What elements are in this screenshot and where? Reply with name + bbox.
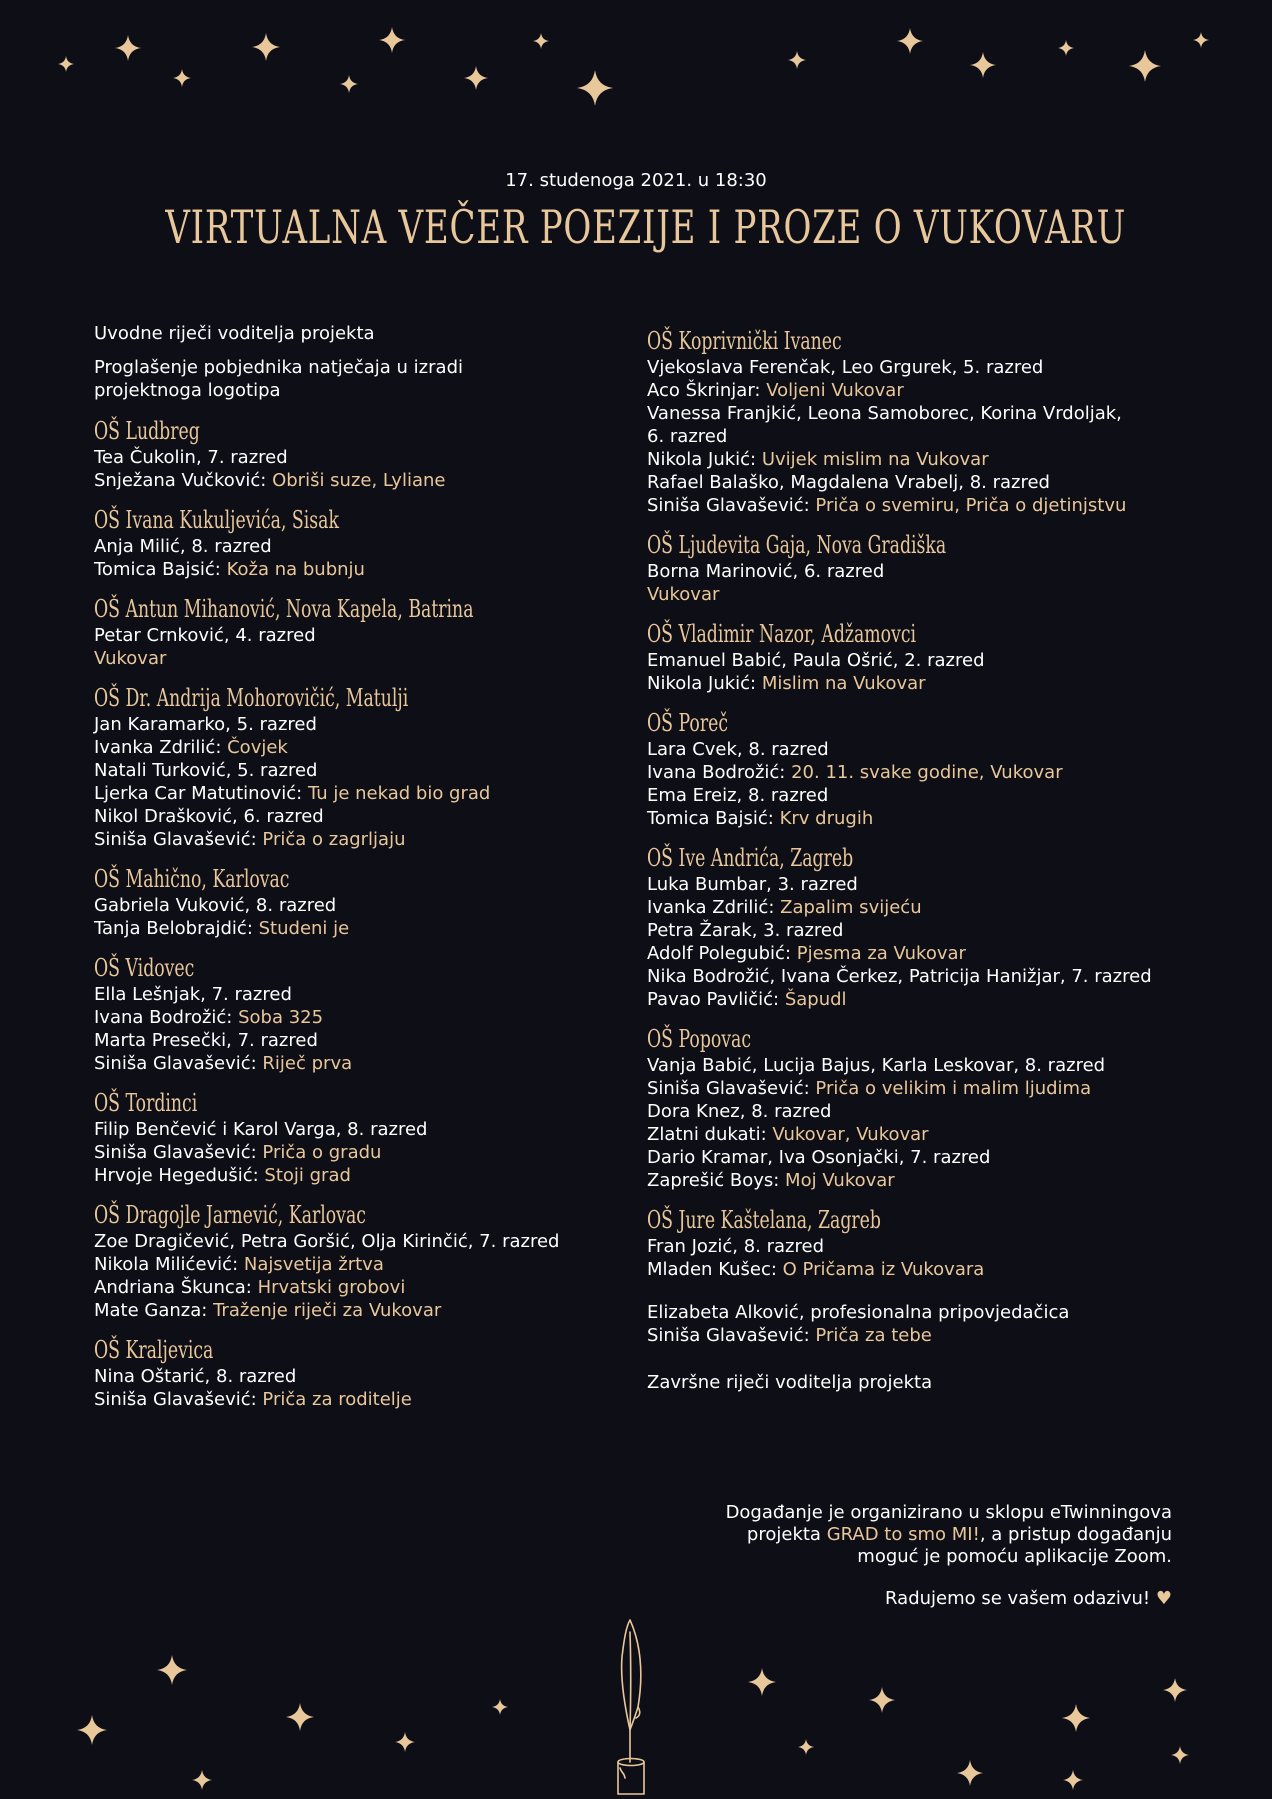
work-title: Stoji grad [264, 1165, 351, 1186]
work-title: Voljeni Vukovar [766, 380, 904, 401]
program-line [94, 1141, 654, 1164]
program-line [647, 919, 1207, 942]
sparkle-icon [286, 1703, 314, 1731]
program-line [647, 1054, 1207, 1077]
program-line [647, 560, 1207, 583]
performer-author: Ivana Bodrožić: [647, 762, 792, 783]
program-line [647, 471, 1207, 494]
performer-author: Siniša Glavašević: [94, 1053, 263, 1074]
sparkle-icon [577, 70, 613, 106]
work-title: O Pričama iz Vukovara [782, 1259, 985, 1280]
sparkle-icon [1193, 32, 1209, 48]
school-name: OŠ Popovac [647, 1025, 752, 1053]
performer-author: Ema Ereiz, 8. razred [647, 785, 829, 806]
school-name: OŠ Ljudevita Gaja, Nova Gradiška [647, 531, 947, 559]
performer-author: Gabriela Vuković, 8. razred [94, 895, 337, 916]
school-name: OŠ Koprivnički Ivanec [647, 327, 842, 355]
program-line [94, 1052, 654, 1075]
program-line [647, 1077, 1207, 1100]
event-note-line3: moguć je pomoću aplikacije Zoom. [857, 1546, 1172, 1567]
school-name: OŠ Vidovec [94, 954, 195, 982]
program-line [94, 805, 654, 828]
school-name: OŠ Dr. Andrija Mohorovičić, Matulji [94, 684, 409, 712]
school-section [647, 619, 1207, 695]
program-line [94, 894, 654, 917]
program-line [647, 1146, 1207, 1169]
performer-author: Pavao Pavličić: [647, 989, 785, 1010]
program-line [94, 535, 654, 558]
program-line [94, 1118, 654, 1141]
program-line [94, 1388, 654, 1411]
performer-author: Nikola Milićević: [94, 1254, 244, 1275]
performer-author: Dario Kramar, Iva Osonjački, 7. razred [647, 1147, 991, 1168]
work-title: Priča o zagrljaju [262, 829, 406, 850]
performer-author: Vanessa Franjkić, Leona Samoborec, Korina Vrdoljak, [647, 403, 1122, 424]
sparkle-icon [970, 52, 996, 78]
program-line [94, 736, 654, 759]
work-title: Vukovar, Vukovar [772, 1124, 929, 1145]
work-title: Najsvetija žrtva [243, 1254, 384, 1275]
school-name: OŠ Ive Andrića, Zagreb [647, 844, 854, 872]
performer-author: Ivana Bodrožić: [94, 1007, 239, 1028]
sparkle-icon [115, 35, 141, 61]
school-section [94, 416, 654, 492]
performer-author: Vanja Babić, Lucija Bajus, Karla Leskovar, 8. razred [647, 1055, 1106, 1076]
intro-award: Proglašenje pobjednika natječaja u izradi projektnoga logotipa [94, 357, 463, 401]
school-section [94, 1088, 654, 1187]
closing-remarks: Završne riječi voditelja projekta [647, 1372, 933, 1393]
performer-author: Petar Crnković, 4. razred [94, 625, 316, 646]
school-section [94, 594, 654, 670]
performer-author: Natali Turković, 5. razred [94, 760, 318, 781]
school-section [94, 505, 654, 581]
school-section [647, 1205, 1207, 1281]
work-title: Mislim na Vukovar [761, 673, 926, 694]
school-name: OŠ Antun Mihanović, Nova Kapela, Batrina [94, 595, 474, 623]
program-line [647, 1100, 1207, 1123]
performer-author: Ivanka Zdrilić: [647, 897, 781, 918]
program-line [647, 965, 1207, 988]
program-line [647, 356, 1207, 379]
school-section [94, 953, 654, 1075]
performer-author: Nika Bodrožić, Ivana Čerkez, Patricija Hanižjar, 7. razred [647, 966, 1152, 987]
sparkle-icon [1058, 40, 1074, 56]
school-name: OŠ Mahično, Karlovac [94, 865, 290, 893]
sparkle-icon [464, 66, 488, 90]
program-line [94, 558, 654, 581]
school-section [647, 708, 1207, 830]
sparkle-icon [1129, 50, 1161, 82]
school-section [94, 683, 654, 851]
program-line [94, 828, 654, 851]
performer-author: Tomica Bajsić: [647, 808, 780, 829]
work-title: Vukovar [94, 648, 167, 669]
performer-author: Lara Cvek, 8. razred [647, 739, 829, 760]
performer-author: Siniša Glavašević: [94, 829, 263, 850]
candle-quill-icon [610, 1612, 660, 1797]
event-note-line1: Događanje je organizirano u sklopu eTwinningova [725, 1502, 1172, 1523]
performer-author: Fran Jozić, 8. razred [647, 1236, 824, 1257]
right-sections [647, 326, 1207, 1281]
event-note-post: , a pristup događanju [979, 1524, 1172, 1545]
work-title: Obriši suze, Lyliane [272, 470, 446, 491]
sparkle-icon [869, 1687, 895, 1713]
school-section [94, 1335, 654, 1411]
sparkle-icon [192, 1770, 212, 1790]
performer-author: Aco Škrinjar: [647, 380, 767, 401]
performer-author: Mate Ganza: [94, 1300, 214, 1321]
program-line [94, 983, 654, 1006]
program-line [94, 647, 654, 670]
performer-author: Borna Marinović, 6. razred [647, 561, 885, 582]
left-sections [94, 416, 654, 1411]
work-title: Hrvatski grobovi [257, 1277, 406, 1298]
event-note-pre: projekta [746, 1524, 827, 1545]
work-title: Tu je nekad bio grad [307, 783, 491, 804]
program-line [94, 1006, 654, 1029]
project-name: GRAD to smo MI! [826, 1524, 980, 1545]
sparkle-icon [957, 1760, 983, 1786]
performer-author: Mladen Kušec: [647, 1259, 783, 1280]
program-line [94, 917, 654, 940]
performer-author: Nikola Jukić: [647, 449, 762, 470]
sparkle-icon [897, 28, 923, 54]
performer-author: Filip Benčević i Karol Varga, 8. razred [94, 1119, 428, 1140]
program-line [647, 988, 1207, 1011]
program-line [647, 425, 1207, 448]
performer-author: Rafael Balaško, Magdalena Vrabelj, 8. razred [647, 472, 1050, 493]
sparkle-icon [157, 1655, 187, 1685]
sparkle-icon [340, 75, 358, 93]
program-line [647, 1123, 1207, 1146]
program-line [94, 446, 654, 469]
performer-author: Siniša Glavašević: [647, 495, 816, 516]
work-title: Soba 325 [238, 1007, 324, 1028]
program-line [647, 942, 1207, 965]
program-line [94, 624, 654, 647]
work-title: Čovjek [227, 737, 288, 758]
work-title: Priča o gradu [262, 1142, 382, 1163]
sparkle-icon [1171, 1746, 1189, 1764]
sparkle-icon [379, 27, 405, 53]
page-title: VIRTUALNA VEČER POEZIJE I PROZE O VUKOVARU [165, 200, 1127, 254]
program-line [647, 583, 1207, 606]
work-title: Moj Vukovar [785, 1170, 895, 1191]
sparkle-icon [252, 33, 280, 61]
program-line [647, 402, 1207, 425]
intro-opening: Uvodne riječi voditelja projekta [94, 323, 375, 344]
sparkle-icon [173, 69, 191, 87]
work-title: Priča o svemiru, Priča o djetinjstvu [815, 495, 1127, 516]
school-name: OŠ Poreč [647, 709, 728, 737]
program-line [647, 494, 1207, 517]
school-section [94, 864, 654, 940]
program-right-column [647, 326, 1207, 1394]
guest-work: Priča za tebe [815, 1325, 932, 1346]
work-title: Vukovar [647, 584, 720, 605]
program-line [647, 807, 1207, 830]
guest-performance [647, 1324, 1207, 1347]
work-title: Studeni je [258, 918, 350, 939]
work-title: Priča o velikim i malim ljudima [815, 1078, 1092, 1099]
performer-author: Siniša Glavašević: [94, 1389, 263, 1410]
work-title: Priča za roditelje [262, 1389, 412, 1410]
performer-author: Petra Žarak, 3. razred [647, 920, 844, 941]
program-line [94, 782, 654, 805]
program-line [647, 761, 1207, 784]
school-section [647, 530, 1207, 606]
school-name: OŠ Ludbreg [94, 417, 200, 445]
performer-author: Tanja Belobrajdić: [94, 918, 259, 939]
sparkle-icon [788, 51, 806, 69]
sparkle-icon [748, 1668, 776, 1696]
program-line [647, 379, 1207, 402]
guest-author: Siniša Glavašević: [647, 1325, 816, 1346]
event-note [612, 1502, 1172, 1568]
performer-author: Adolf Polegubić: [647, 943, 797, 964]
performer-author: Tea Čukolin, 7. razred [94, 447, 288, 468]
program-line [647, 1258, 1207, 1281]
thanks-text: Radujemo se vašem odazivu! [885, 1588, 1151, 1609]
performer-author: Zoe Dragičević, Petra Goršić, Olja Kirinčić, 7. razred [94, 1231, 560, 1252]
performer-author: Nina Oštarić, 8. razred [94, 1366, 297, 1387]
performer-author: Andriana Škunca: [94, 1277, 258, 1298]
school-name: OŠ Vladimir Nazor, Adžamovci [647, 620, 917, 648]
performer-author: Emanuel Babić, Paula Ošrić, 2. razred [647, 650, 985, 671]
program-line [94, 713, 654, 736]
performer-author: Nikol Drašković, 6. razred [94, 806, 324, 827]
school-name: OŠ Tordinci [94, 1089, 198, 1117]
program-line [94, 1365, 654, 1388]
sparkle-icon [77, 1715, 107, 1745]
school-name: OŠ Dragojle Jarnević, Karlovac [94, 1201, 366, 1229]
school-section [647, 1024, 1207, 1192]
school-section [647, 843, 1207, 1011]
program-left-column [94, 322, 654, 1424]
school-name: OŠ Kraljevica [94, 1336, 214, 1364]
program-line [647, 649, 1207, 672]
work-title: Šapudl [784, 989, 847, 1010]
sparkle-icon [395, 1732, 415, 1752]
school-section [647, 326, 1207, 517]
performer-author: Ljerka Car Matutinović: [94, 783, 308, 804]
performer-author: Ivanka Zdrilić: [94, 737, 228, 758]
program-line [647, 873, 1207, 896]
program-line [94, 469, 654, 492]
program-line [94, 1299, 654, 1322]
performer-author: Zaprešić Boys: [647, 1170, 786, 1191]
performer-author: Marta Presečki, 7. razred [94, 1030, 318, 1051]
performer-author: Anja Milić, 8. razred [94, 536, 272, 557]
program-line [647, 448, 1207, 471]
program-line [647, 738, 1207, 761]
program-line [94, 759, 654, 782]
performer-author: Jan Karamarko, 5. razred [94, 714, 317, 735]
work-title: Krv drugih [779, 808, 874, 829]
event-date: 17. studenoga 2021. u 18:30 [505, 170, 767, 191]
sparkle-icon [492, 1699, 508, 1715]
program-line [647, 896, 1207, 919]
performer-author: Siniša Glavašević: [94, 1142, 263, 1163]
school-section [94, 1200, 654, 1322]
performer-author: 6. razred [647, 426, 728, 447]
program-line [94, 1253, 654, 1276]
work-title: Zapalim svijeću [780, 897, 922, 918]
sparkle-icon [58, 56, 74, 72]
program-line [94, 1164, 654, 1187]
program-line [647, 672, 1207, 695]
performer-author: Zlatni dukati: [647, 1124, 773, 1145]
event-note-line2 [612, 1524, 1172, 1546]
performer-author: Luka Bumbar, 3. razred [647, 874, 858, 895]
heart-icon: ♥ [1155, 1588, 1172, 1609]
performer-author: Ella Lešnjak, 7. razred [94, 984, 292, 1005]
performer-author: Hrvoje Hegedušić: [94, 1165, 265, 1186]
performer-author: Siniša Glavašević: [647, 1078, 816, 1099]
program-line [94, 1230, 654, 1253]
work-title: 20. 11. svake godine, Vukovar [791, 762, 1063, 783]
performer-author: Snježana Vučković: [94, 470, 273, 491]
sparkle-icon [1063, 1770, 1083, 1790]
sparkle-icon [533, 33, 549, 49]
school-name: OŠ Jure Kaštelana, Zagreb [647, 1206, 881, 1234]
work-title: Pjesma za Vukovar [796, 943, 966, 964]
performer-author: Dora Knez, 8. razred [647, 1101, 832, 1122]
program-line [94, 1276, 654, 1299]
performer-author: Vjekoslava Ferenčak, Leo Grgurek, 5. razred [647, 357, 1044, 378]
school-name: OŠ Ivana Kukuljevića, Sisak [94, 506, 339, 534]
program-line [647, 1235, 1207, 1258]
sparkle-icon [798, 1739, 814, 1755]
performer-author: Nikola Jukić: [647, 673, 762, 694]
program-line [647, 784, 1207, 807]
performer-author: Tomica Bajsić: [94, 559, 227, 580]
guest-block [647, 1301, 1207, 1347]
sparkle-icon [1062, 1704, 1090, 1732]
work-title: Riječ prva [262, 1053, 353, 1074]
work-title: Uvijek mislim na Vukovar [761, 449, 989, 470]
work-title: Koža na bubnju [226, 559, 365, 580]
sparkle-icon [1163, 1678, 1187, 1702]
program-line [647, 1169, 1207, 1192]
program-line [94, 1029, 654, 1052]
thanks-message [885, 1588, 1172, 1609]
work-title: Traženje riječi za Vukovar [213, 1300, 442, 1321]
guest-name: Elizabeta Alković, profesionalna pripovjedačica [647, 1302, 1070, 1323]
